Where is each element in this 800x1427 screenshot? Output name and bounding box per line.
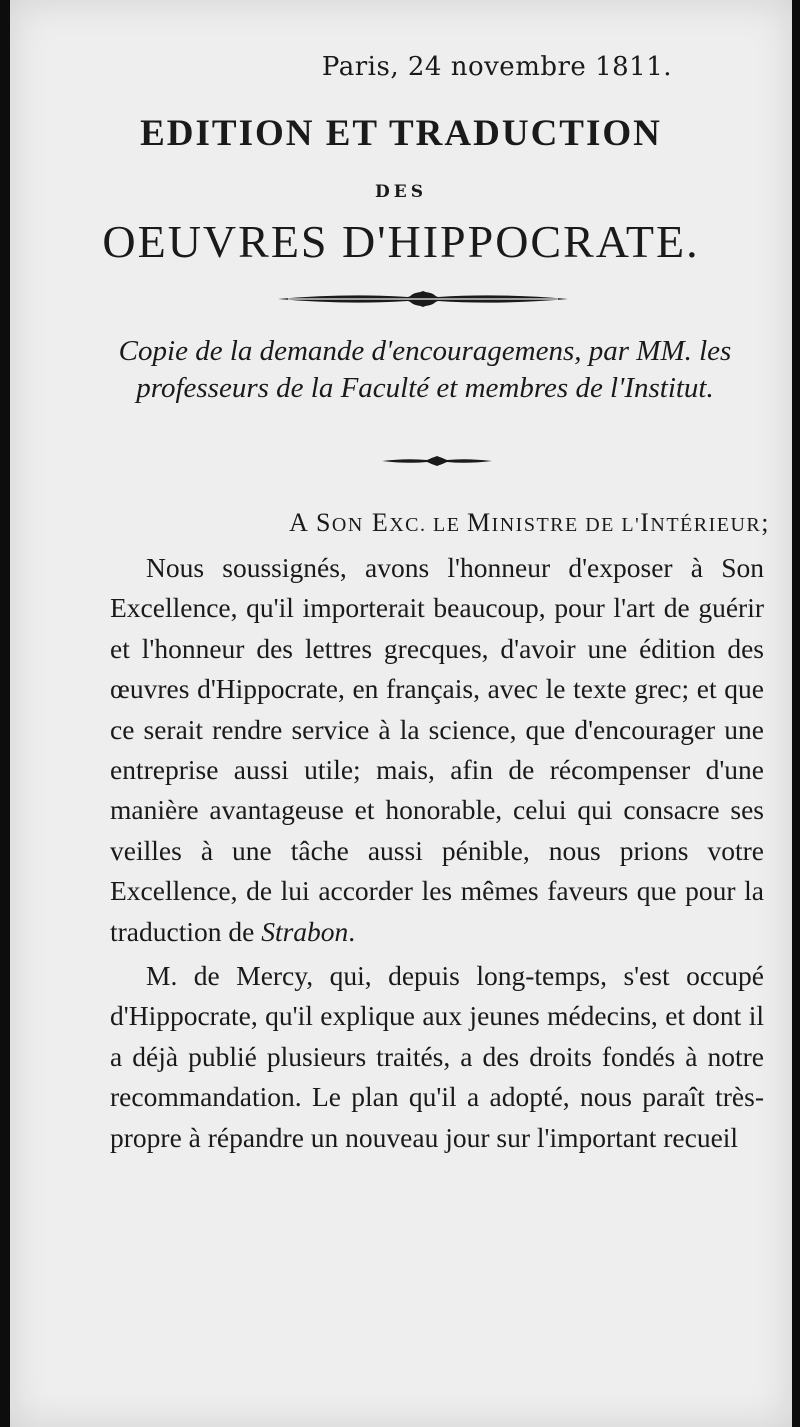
small-ornamental-rule (382, 454, 492, 468)
title-line-1: EDITION ET TRADUCTION (140, 113, 662, 154)
dateline: Paris, 24 novembre 1811. (321, 52, 672, 82)
subtitle: Copie de la demande d'encouragemens, par MM. les professeurs de la Faculté et membres de l'Institut. (118, 335, 732, 404)
address-line: A SON EXC. LE MINISTRE DE L'INTÉRIEUR; (289, 508, 770, 537)
title-connector: DES (375, 182, 427, 202)
body-text (110, 548, 764, 1158)
title-line-2: OEUVRES D'HIPPOCRATE. (102, 216, 700, 267)
paragraph-1: Nous soussignés, avons l'honneur d'exposer à Son Excellence, qu'il importerait beaucoup, pour l'art de guérir et l'honneur des lettres grecques, d'avoir une édition des œuvres d'Hippocrate, en français, avec le texte grec; et que ce serait rendre service à la science, que d'encourager une entreprise aussi utile; mais, afin de récompenser d'une manière avantageuse et honorable, celui qui consacre ses veilles à une tâche aussi pénible, nous prions votre Excellence, de lui accorder les mêmes faveurs que pour la traduction de Strabon. (110, 552, 764, 947)
paragraph-2: M. de Mercy, qui, depuis long-temps, s'est occupé d'Hippocrate, qu'il explique aux jeunes médecins, et dont il a déjà publié plusieurs traités, a des droits fondés à notre recommandation. Le plan qu'il a adopté, nous paraît très-propre à répandre un nouveau jour sur l'important recueil (110, 960, 764, 1153)
ornamental-rule (278, 287, 568, 311)
document-page (10, 0, 792, 1427)
italic-title-strabon: Strabon (261, 915, 349, 947)
